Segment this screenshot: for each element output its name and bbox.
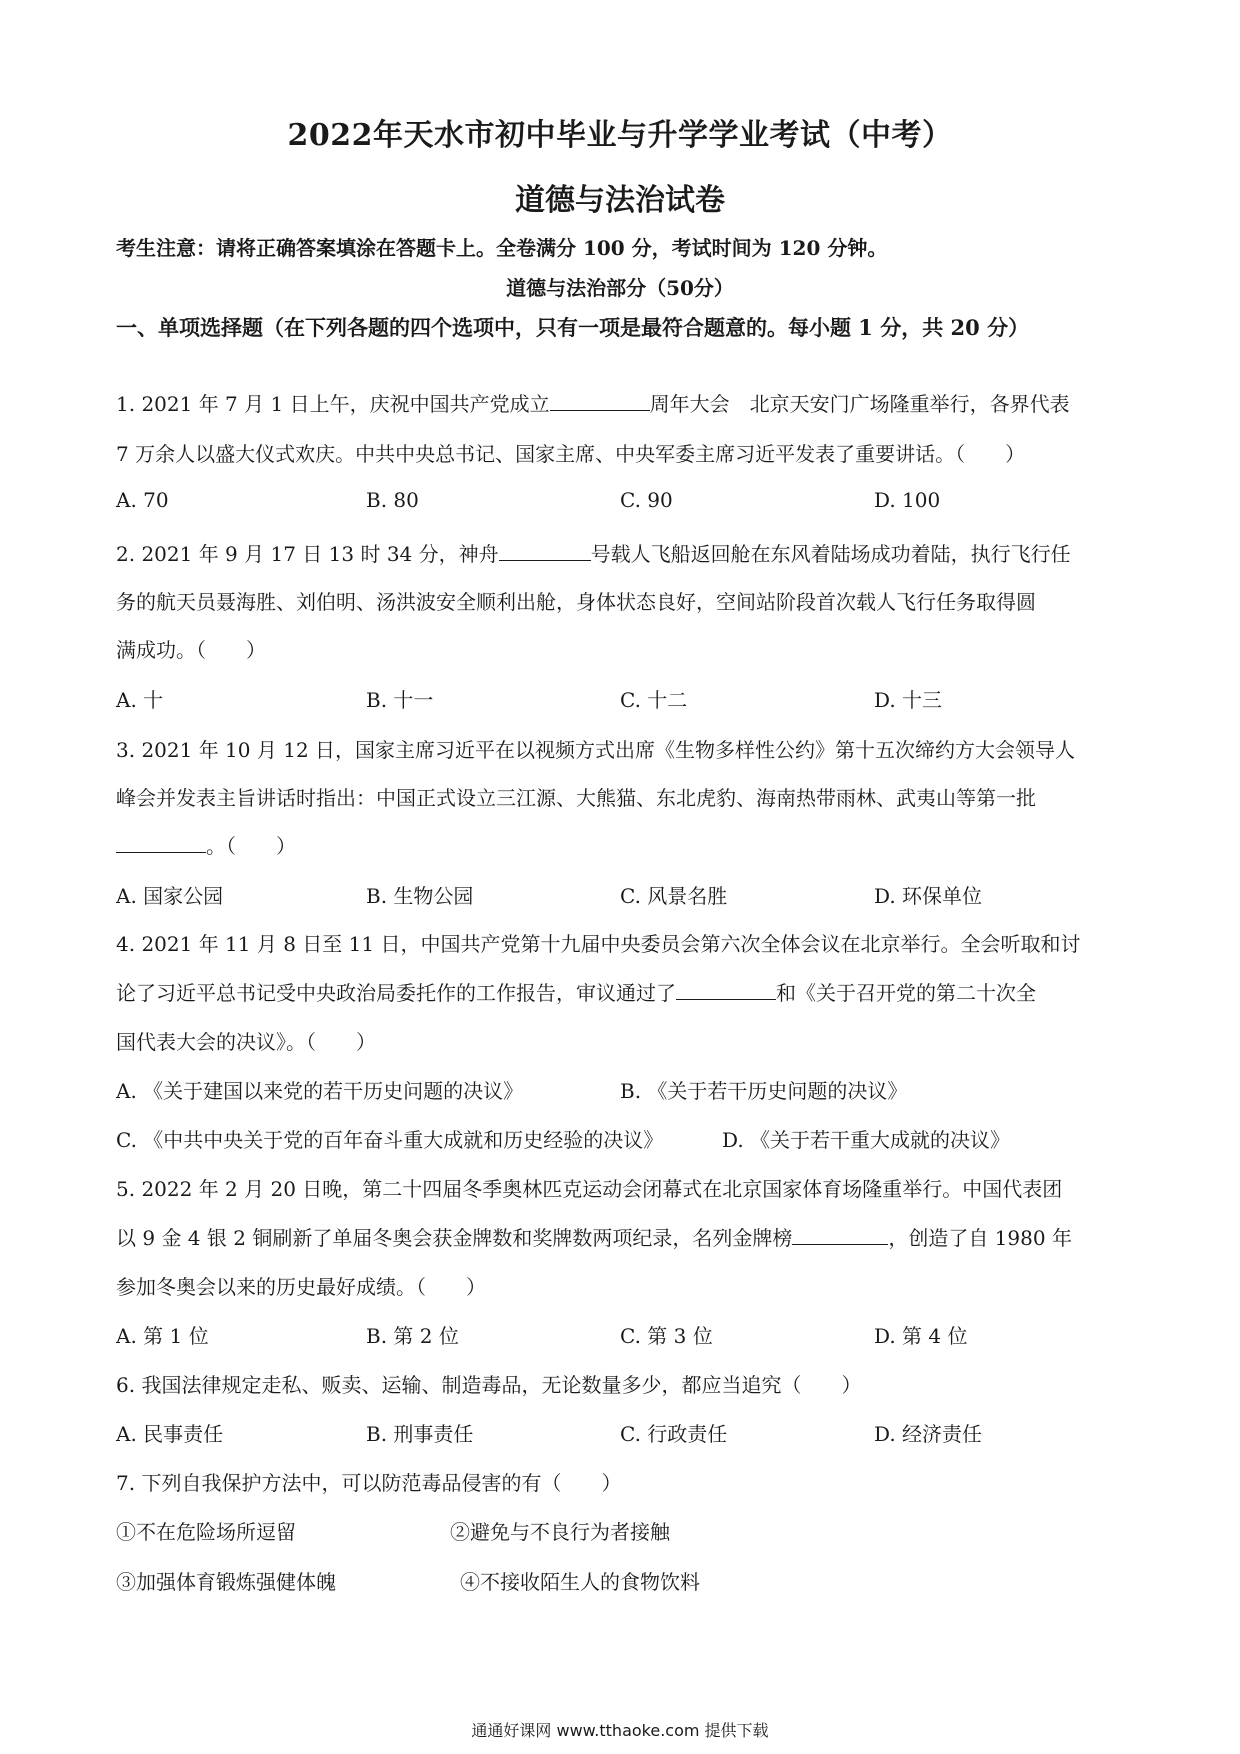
q4-line3: 国代表大会的决议》。（ ）: [116, 1030, 376, 1054]
answer-blank: [550, 409, 650, 411]
q6-line1: 6. 我国法律规定走私、贩卖、运输、制造毒品，无论数量多少，都应当追究（ ）: [116, 1373, 862, 1397]
q4-option-a: A. 《关于建国以来党的若干历史问题的决议》: [116, 1079, 524, 1103]
q2-line1: [116, 538, 1071, 567]
q4-option-b: B. 《关于若干历史问题的决议》: [620, 1079, 908, 1103]
q4-option-d: D. 《关于若干重大成就的决议》: [722, 1128, 1011, 1152]
q7-line1: 7. 下列自我保护方法中，可以防范毒品侵害的有（ ）: [116, 1471, 622, 1495]
q5-line2: [116, 1222, 1072, 1251]
q5-option-c: C. 第 3 位: [620, 1324, 713, 1348]
q3-line3: [116, 830, 296, 859]
q5-line1: 5. 2022 年 2 月 20 日晚，第二十四届冬季奥林匹克运动会闭幕式在北京国家体育场隆重举行。中国代表团: [116, 1177, 1063, 1201]
q1-text-b: 周年大会 北京天安门广场隆重举行，各界代表: [649, 392, 1070, 416]
q4-option-c: C. 《中共中央关于党的百年奋斗重大成就和历史经验的决议》: [116, 1128, 664, 1152]
exam-subtitle: 道德与法治试卷: [515, 183, 725, 218]
q3-line2: 峰会并发表主旨讲话时指出：中国正式设立三江源、大熊猫、东北虎豹、海南热带雨林、武夷山等第一批: [116, 786, 1036, 810]
q6-option-d: D. 经济责任: [874, 1422, 983, 1446]
answer-blank: [676, 998, 776, 1000]
section-heading: 道德与法治部分（50分）: [506, 276, 734, 300]
q2-text-a: 2. 2021 年 9 月 17 日 13 时 34 分，神舟: [116, 542, 499, 566]
q5-option-a: A. 第 1 位: [116, 1324, 209, 1348]
part-one-heading: 一、单项选择题（在下列各题的四个选项中，只有一项是最符合题意的。每小题 1 分，共 20 分）: [116, 315, 1030, 340]
q6-option-a: A. 民事责任: [116, 1422, 224, 1446]
q2-line2: 务的航天员聂海胜、刘伯明、汤洪波安全顺利出舱，身体状态良好，空间站阶段首次载人飞行任务取得圆: [116, 590, 1036, 614]
q2-text-b: 号载人飞船返回舱在东风着陆场成功着陆，执行飞行任: [590, 542, 1071, 566]
answer-blank: [116, 851, 206, 853]
q7-choice-1: ①不在危险场所逗留: [116, 1520, 296, 1544]
q3-text: 。（ ）: [206, 834, 296, 858]
q7-choice-4: ④不接收陌生人的食物饮料: [460, 1570, 700, 1594]
q4-line2: [116, 977, 1036, 1006]
q5-text-a: 以 9 金 4 银 2 铜刷新了单届冬奥会获金牌数和奖牌数两项纪录，名列金牌榜: [116, 1226, 793, 1250]
q4-line1: 4. 2021 年 11 月 8 日至 11 日，中国共产党第十九届中央委员会第六次全体会议在北京举行。全会听取和讨: [116, 932, 1081, 956]
q5-option-b: B. 第 2 位: [366, 1324, 459, 1348]
q3-option-a: A. 国家公园: [116, 884, 224, 908]
q4-text-a: 论了习近平总书记受中央政治局委托作的工作报告，审议通过了: [116, 981, 676, 1005]
q4-text-b: 和《关于召开党的第二十次全: [776, 981, 1036, 1005]
q2-line3: 满成功。（ ）: [116, 638, 266, 662]
q2-option-c: C. 十二: [620, 688, 688, 712]
q5-text-b: ，创造了自 1980 年: [888, 1226, 1072, 1250]
q3-option-d: D. 环保单位: [874, 884, 983, 908]
q2-option-d: D. 十三: [874, 688, 943, 712]
q3-option-b: B. 生物公园: [366, 884, 474, 908]
candidate-notice: 考生注意：请将正确答案填涂在答题卡上。全卷满分 100 分，考试时间为 120 分钟。: [116, 236, 888, 260]
q1-text-a: 1. 2021 年 7 月 1 日上午，庆祝中国共产党成立: [116, 392, 550, 416]
q1-option-d: D. 100: [874, 488, 941, 512]
q1-option-a: A. 70: [116, 488, 169, 512]
q6-option-c: C. 行政责任: [620, 1422, 728, 1446]
q3-option-c: C. 风景名胜: [620, 884, 728, 908]
q1-line2: 7 万余人以盛大仪式欢庆。中共中央总书记、国家主席、中央军委主席习近平发表了重要讲话。（ ）: [116, 442, 1026, 466]
q3-line1: 3. 2021 年 10 月 12 日，国家主席习近平在以视频方式出席《生物多样性公约》第十五次缔约方大会领导人: [116, 738, 1076, 762]
q2-option-a: A. 十: [116, 688, 164, 712]
q2-option-b: B. 十一: [366, 688, 434, 712]
q5-option-d: D. 第 4 位: [874, 1324, 968, 1348]
q7-choice-3: ③加强体育锻炼强健体魄: [116, 1570, 336, 1594]
answer-blank: [792, 1243, 888, 1245]
answer-blank: [499, 559, 591, 561]
q6-option-b: B. 刑事责任: [366, 1422, 474, 1446]
q1-option-b: B. 80: [366, 488, 419, 512]
q1-line1: [116, 388, 1070, 417]
q5-line3: 参加冬奥会以来的历史最好成绩。（ ）: [116, 1275, 486, 1299]
q1-option-c: C. 90: [620, 488, 673, 512]
exam-title: 2022年天水市初中毕业与升学学业考试（中考）: [287, 118, 953, 153]
page-footer: 通通好课网 www.tthaoke.com 提供下载: [471, 1721, 769, 1740]
q7-choice-2: ②避免与不良行为者接触: [450, 1520, 670, 1544]
